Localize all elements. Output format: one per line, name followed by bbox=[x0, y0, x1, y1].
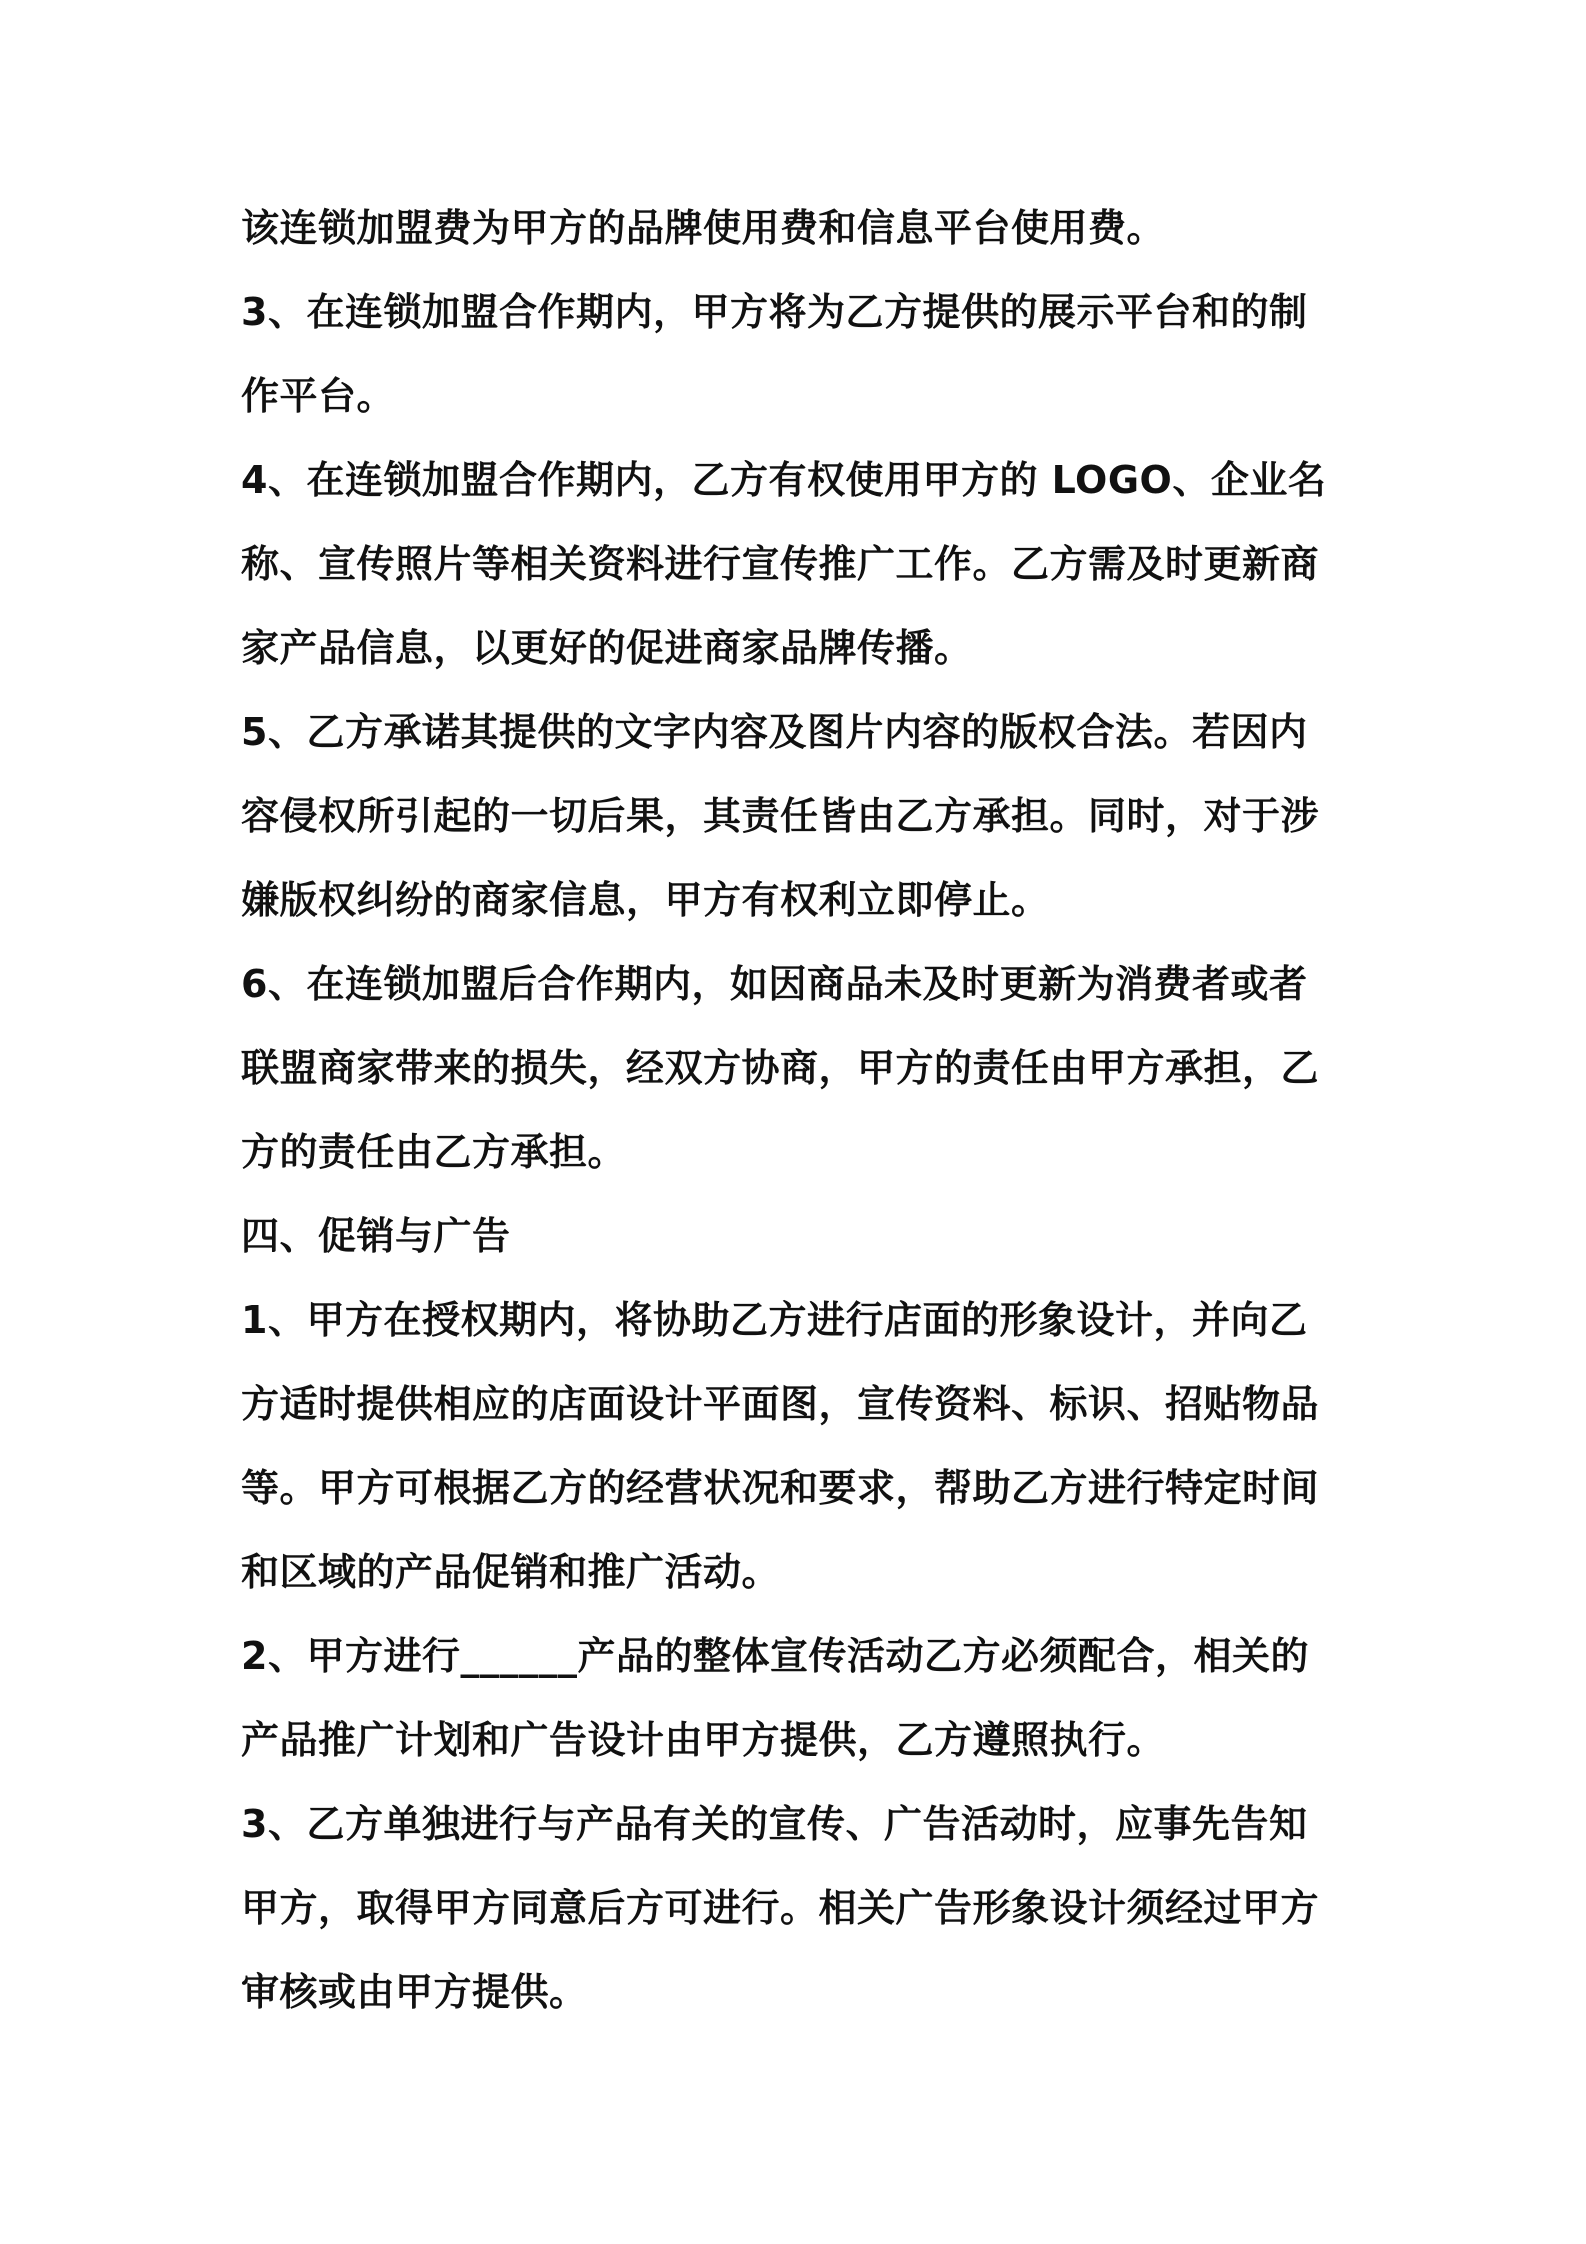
text-line: 方适时提供相应的店面设计平面图，宣传资料、标识、招贴物品 bbox=[241, 1382, 1320, 1426]
text-line: 称、宣传照片等相关资料进行宣传推广工作。乙方需及时更新商 bbox=[241, 542, 1320, 586]
text-line: 家产品信息，以更好的促进商家品牌传播。 bbox=[241, 626, 973, 670]
text-line: 5、乙方承诺其提供的文字内容及图片内容的版权合法。若因内 bbox=[241, 710, 1308, 754]
text-line: 2、甲方进行______产品的整体宣传活动乙方必须配合，相关的 bbox=[241, 1634, 1309, 1678]
text-line: 4、在连锁加盟合作期内，乙方有权使用甲方的 LOGO、企业名 bbox=[241, 458, 1327, 502]
text-line: 甲方，取得甲方同意后方可进行。相关广告形象设计须经过甲方 bbox=[241, 1886, 1320, 1930]
text-line: 和区域的产品促销和推广活动。 bbox=[241, 1550, 781, 1594]
text-line: 产品推广计划和广告设计由甲方提供，乙方遵照执行。 bbox=[241, 1718, 1166, 1762]
text-line: 审核或由甲方提供。 bbox=[241, 1970, 588, 2014]
text-line: 3、在连锁加盟合作期内，甲方将为乙方提供的展示平台和的制 bbox=[241, 290, 1308, 334]
text-line: 等。甲方可根据乙方的经营状况和要求，帮助乙方进行特定时间 bbox=[241, 1466, 1320, 1510]
text-line: 联盟商家带来的损失，经双方协商，甲方的责任由甲方承担，乙 bbox=[241, 1046, 1320, 1090]
section-heading: 四、促销与广告 bbox=[241, 1214, 511, 1258]
text-line: 1、甲方在授权期内，将协助乙方进行店面的形象设计，并向乙 bbox=[241, 1298, 1308, 1342]
text-line: 容侵权所引起的一切后果，其责任皆由乙方承担。同时，对于涉 bbox=[241, 794, 1320, 838]
text-line: 方的责任由乙方承担。 bbox=[241, 1130, 627, 1174]
text-line: 作平台。 bbox=[241, 374, 396, 418]
text-line: 6、在连锁加盟后合作期内，如因商品未及时更新为消费者或者 bbox=[241, 962, 1308, 1006]
text-line: 3、乙方单独进行与产品有关的宣传、广告活动时，应事先告知 bbox=[241, 1802, 1308, 1846]
text-line: 该连锁加盟费为甲方的品牌使用费和信息平台使用费。 bbox=[241, 206, 1166, 250]
text-line: 嫌版权纠纷的商家信息，甲方有权利立即停止。 bbox=[241, 878, 1050, 922]
